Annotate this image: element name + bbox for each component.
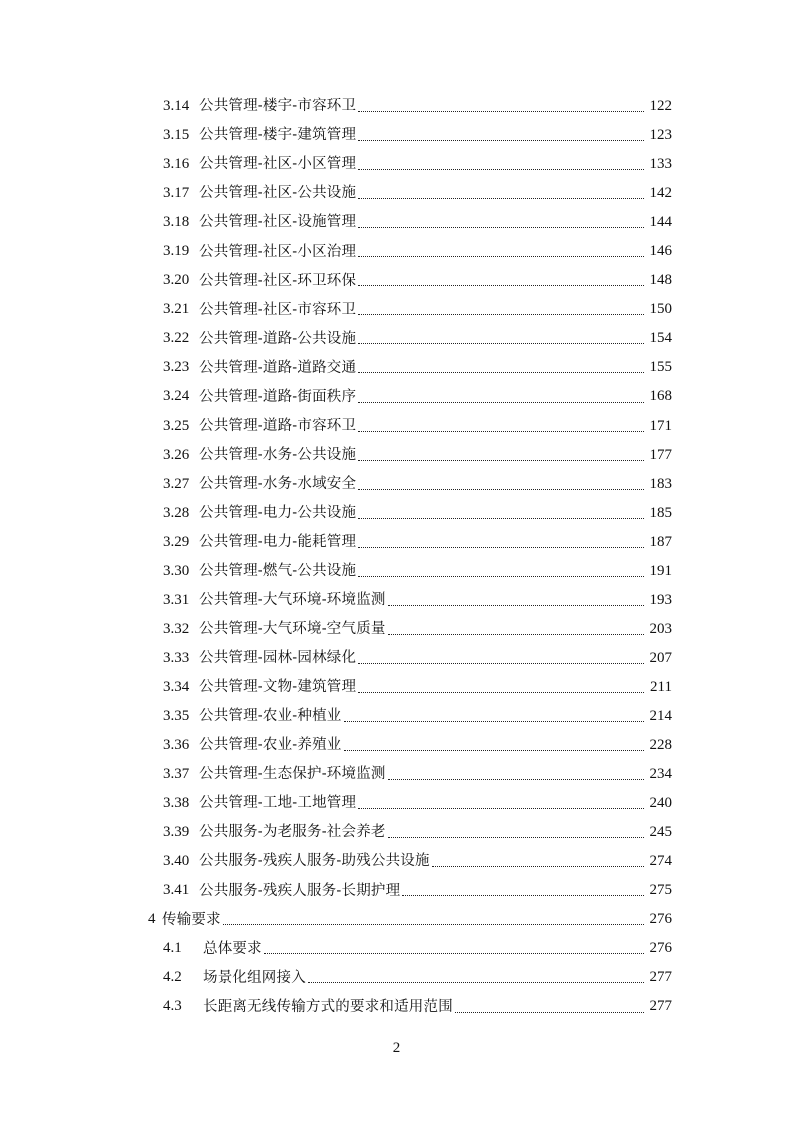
toc-entry-page: 214 (649, 708, 672, 724)
toc-entry-title: 公共管理-社区-公共设施 (199, 185, 357, 202)
dot-leader (388, 605, 644, 606)
toc-entry-number: 3.14 (163, 98, 190, 115)
toc-entry-page: 187 (649, 533, 672, 550)
toc-entry-page: 142 (649, 185, 672, 202)
toc-entry-title: 公共管理-社区-设施管理 (199, 214, 357, 231)
dot-leader (402, 895, 644, 896)
toc-entry-4-2[interactable] (163, 963, 672, 992)
toc-entry-title: 公共管理-园林-园林绿化 (199, 650, 357, 667)
toc-entry-title: 公共管理-楼宇-建筑管理 (199, 127, 357, 144)
toc-entry-page: 123 (649, 127, 672, 144)
toc-entry-page: 155 (649, 359, 672, 376)
toc-entry-3-14[interactable] (163, 92, 672, 121)
toc-entry-page: 277 (649, 969, 672, 986)
toc-entry-page: 276 (649, 911, 672, 928)
toc-entry-number: 3.28 (163, 504, 190, 521)
toc-entry-page: 193 (649, 591, 672, 608)
toc-entry-number: 3.32 (163, 620, 190, 637)
dot-leader (358, 402, 644, 403)
toc-entry-number: 3.36 (163, 737, 190, 754)
toc-entry-title: 公共管理-道路-街面秩序 (199, 388, 357, 405)
toc-entry-3-31[interactable] (163, 586, 672, 615)
toc-entry-number: 3.18 (163, 214, 190, 231)
toc-entry-number: 3.30 (163, 562, 190, 579)
toc-entry-page: 207 (649, 649, 672, 666)
toc-entry-3-22[interactable] (163, 324, 672, 353)
toc-entry-3-32[interactable] (163, 615, 672, 644)
toc-entry-title: 公共服务-残疾人服务-助残公共设施 (199, 853, 430, 870)
dot-leader (358, 489, 644, 490)
toc-entry-4-1[interactable] (163, 934, 672, 963)
toc-entry-title: 场景化组网接入 (203, 969, 306, 986)
toc-entry-page: 245 (649, 824, 672, 841)
toc-entry-title: 公共管理-大气环境-空气质量 (199, 621, 386, 638)
toc-entry-3-15[interactable] (163, 121, 672, 150)
toc-entry-page: 275 (649, 882, 672, 899)
dot-leader (358, 518, 644, 519)
dot-leader (358, 808, 644, 809)
dot-leader (358, 169, 644, 170)
toc-entry-title: 公共管理-电力-公共设施 (199, 504, 357, 521)
toc-entry-page: 274 (649, 853, 672, 870)
toc-entry-title: 公共管理-道路-市容环卫 (199, 417, 357, 434)
toc-entry-3-19[interactable] (163, 237, 672, 266)
toc-entry-number: 4.3 (163, 998, 182, 1015)
toc-entry-page: 203 (649, 620, 672, 637)
toc-entry-number: 4.2 (163, 969, 182, 986)
dot-leader (223, 924, 644, 925)
toc-entry-title: 公共服务-残疾人服务-长期护理 (199, 882, 401, 899)
dot-leader (344, 750, 645, 751)
toc-entry-title: 公共管理-电力-能耗管理 (199, 533, 357, 550)
toc-entry-3-24[interactable] (163, 382, 672, 411)
dot-leader (388, 634, 644, 635)
toc-entry-number: 3.23 (163, 359, 190, 376)
dot-leader (358, 547, 644, 548)
toc-entry-page: 150 (649, 301, 672, 318)
toc-entry-title: 公共管理-社区-小区管理 (199, 156, 357, 173)
dot-leader (358, 460, 644, 461)
toc-entry-title: 总体要求 (203, 940, 262, 957)
toc-entry-3-30[interactable] (163, 557, 672, 586)
toc-entry-title: 公共管理-农业-养殖业 (199, 737, 342, 754)
dot-leader (358, 576, 644, 577)
dot-leader (358, 343, 644, 344)
toc-entry-3-17[interactable] (163, 179, 672, 208)
dot-leader (358, 663, 644, 664)
dot-leader (358, 256, 644, 257)
toc-entry-number: 4.1 (163, 940, 182, 957)
dot-leader (308, 982, 644, 983)
toc-entry-3-33[interactable] (163, 644, 672, 673)
toc-entry-title: 公共管理-水务-公共设施 (199, 446, 357, 463)
dot-leader (388, 779, 644, 780)
toc-entry-3-25[interactable] (163, 412, 672, 441)
toc-entry-page: 154 (649, 330, 672, 347)
toc-entry-3-41[interactable] (163, 876, 672, 905)
toc-entry-title: 公共管理-社区-小区治理 (199, 243, 357, 260)
toc-entry-title: 公共管理-道路-道路交通 (199, 359, 357, 376)
toc-entry-page: 240 (649, 795, 672, 812)
toc-entry-page: 228 (649, 737, 672, 754)
toc-entry-page: 277 (649, 998, 672, 1015)
toc-entry-page: 148 (649, 272, 672, 289)
toc-entry-page: 133 (649, 156, 672, 173)
toc-entry-number: 3.35 (163, 708, 190, 724)
toc-entry-number: 3.26 (163, 446, 190, 463)
toc-entry-title: 公共管理-燃气-公共设施 (199, 563, 357, 580)
toc-entry-3-28[interactable] (163, 499, 672, 528)
toc-entry-number: 3.29 (163, 533, 190, 550)
toc-entry-number: 3.33 (163, 649, 190, 666)
toc-entry-3-40[interactable] (163, 847, 672, 876)
toc-entry-number: 3.15 (163, 127, 190, 144)
toc-entry-page: 234 (649, 766, 672, 783)
dot-leader (455, 1012, 644, 1013)
toc-entry-number: 3.34 (163, 678, 190, 695)
toc-entry-number: 4 (148, 911, 156, 928)
toc-entry-3-16[interactable] (163, 150, 672, 179)
toc-entry-page: 177 (649, 446, 672, 463)
toc-entry-4-3[interactable] (163, 992, 672, 1021)
dot-leader (358, 198, 644, 199)
toc-entry-number: 3.25 (163, 417, 190, 434)
table-of-contents (0, 92, 793, 1022)
toc-entry-number: 3.31 (163, 591, 190, 608)
toc-entry-title: 公共管理-楼宇-市容环卫 (199, 98, 357, 115)
toc-entry-number: 3.37 (163, 766, 190, 783)
toc-entry-page: 122 (649, 98, 672, 115)
toc-entry-3-21[interactable] (163, 295, 672, 324)
toc-entry-3-39[interactable] (163, 818, 672, 847)
dot-leader (432, 866, 644, 867)
toc-entry-number: 3.41 (163, 882, 190, 899)
toc-entry-page: 146 (649, 243, 672, 260)
toc-entry-3-26[interactable] (163, 441, 672, 470)
toc-entry-page: 183 (649, 475, 672, 492)
toc-entry-number: 3.38 (163, 795, 190, 812)
dot-leader (388, 837, 644, 838)
toc-entry-title: 公共管理-工地-工地管理 (199, 795, 357, 812)
toc-entry-page: 211 (650, 678, 672, 695)
toc-entry-page: 276 (649, 940, 672, 957)
dot-leader (358, 431, 644, 432)
toc-entry-title: 长距离无线传输方式的要求和适用范围 (203, 998, 453, 1015)
toc-entry-title: 公共管理-社区-市容环卫 (199, 301, 357, 318)
toc-entry-3-27[interactable] (163, 470, 672, 499)
toc-entry-title: 公共服务-为老服务-社会养老 (199, 824, 386, 841)
toc-entry-page: 191 (649, 562, 672, 579)
dot-leader (358, 140, 644, 141)
dot-leader (358, 227, 644, 228)
toc-entry-title: 公共管理-道路-公共设施 (199, 330, 357, 347)
toc-entry-3-23[interactable] (163, 353, 672, 382)
toc-entry-3-29[interactable] (163, 528, 672, 557)
toc-entry-number: 3.19 (163, 243, 190, 260)
toc-entry-page: 168 (649, 388, 672, 405)
toc-entry-number: 3.22 (163, 330, 190, 347)
toc-entry-number: 3.27 (163, 475, 190, 492)
toc-entry-3-38[interactable] (163, 789, 672, 818)
dot-leader (264, 953, 644, 954)
toc-entry-3-18[interactable] (163, 208, 672, 237)
toc-entry-number: 3.20 (163, 272, 190, 289)
dot-leader (358, 314, 644, 315)
toc-entry-3-34[interactable] (163, 673, 672, 702)
toc-entry-3-20[interactable] (163, 266, 672, 295)
toc-entry-3-37[interactable] (163, 760, 672, 789)
dot-leader (358, 285, 644, 286)
toc-entry-3-36[interactable] (163, 731, 672, 760)
toc-entry-title: 公共管理-水务-水域安全 (199, 475, 357, 492)
toc-entry-number: 3.39 (163, 824, 190, 841)
toc-entry-title: 传输要求 (162, 911, 221, 928)
toc-entry-3-35[interactable] (163, 702, 672, 731)
toc-entry-title: 公共管理-生态保护-环境监测 (199, 766, 386, 783)
toc-entry-title: 公共管理-农业-种植业 (199, 708, 342, 725)
toc-entry-page: 171 (649, 417, 672, 434)
toc-entry-title: 公共管理-文物-建筑管理 (199, 679, 357, 696)
toc-entry-number: 3.24 (163, 388, 190, 405)
toc-entry-number: 3.40 (163, 853, 190, 870)
dot-leader (358, 692, 644, 693)
toc-chapter-4[interactable] (148, 905, 672, 934)
toc-entry-page: 185 (649, 504, 672, 521)
toc-entry-title: 公共管理-社区-环卫环保 (199, 272, 357, 289)
toc-entry-number: 3.21 (163, 301, 190, 318)
dot-leader (358, 111, 644, 112)
page-number: 2 (392, 1040, 401, 1056)
dot-leader (344, 721, 645, 722)
toc-entry-page: 144 (649, 214, 672, 231)
dot-leader (358, 372, 644, 373)
toc-entry-number: 3.17 (163, 185, 190, 202)
toc-entry-number: 3.16 (163, 156, 190, 173)
toc-entry-title: 公共管理-大气环境-环境监测 (199, 592, 386, 609)
